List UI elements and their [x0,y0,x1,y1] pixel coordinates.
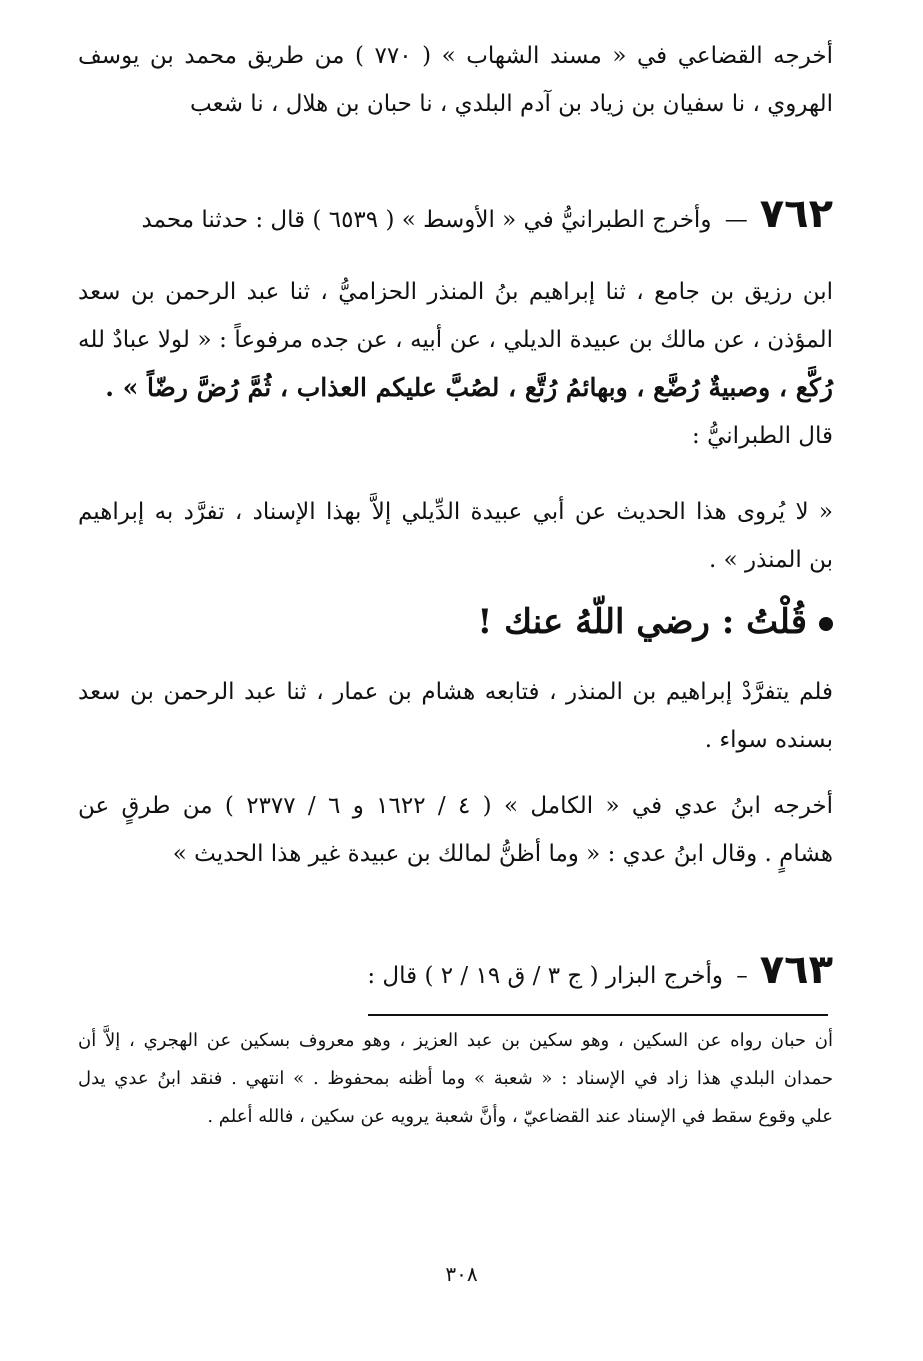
page-number: ٣٠٨ [445,1262,478,1286]
text-line: بسنده سواء . [704,727,833,753]
text-line: بن المنذر » . [708,547,833,573]
hadith-762-body [78,268,833,460]
footnote-divider [368,1014,828,1016]
hadith-matn: رُكَّع ، وصبيةٌ رُضَّع ، وبهائمُ رُتَّع ، لصُبَّ عليكم العذاب ، ثُمَّ رُضَّ رضّاً » . [105,373,833,402]
hadith-heading-line [78,946,833,1000]
opening-paragraph [78,32,833,128]
hadith-762 [78,190,833,244]
hadith-intro: وأخرج الطبرانيُّ في « الأوسط » ( ٦٥٣٩ ) قال : حدثنا محمد [141,207,712,233]
tabarani-label: قال الطبرانيُّ : [692,423,833,449]
text-line: هشامٍ . وقال ابنُ عدي : « وما أظنُّ لمالك بن عبيدة غير هذا الحديث » [172,841,833,867]
text-line: الهروي ، نا سفيان بن زياد بن آدم البلدي ، نا حبان بن هلال ، نا شعب [190,91,833,117]
ibn-adi-paragraph [78,782,833,878]
qult-text: قُلْتُ : رضي اللّهُ عنك ! [477,602,807,642]
footnote [78,1022,833,1136]
dash-separator: – [736,963,748,989]
text-line: أخرجه القضاعي في « مسند الشهاب » ( ٧٧٠ ) من طريق محمد بن يوسف [78,43,833,69]
footnote-line: علي وقوع سقط في الإسناد عند القضاعيّ ، وأنَّ شعبة يرويه عن سكين ، فالله أعلم . [207,1106,833,1127]
comment-paragraph [78,668,833,764]
dash-separator: — [724,207,748,233]
text-line: ابن رزيق بن جامع ، ثنا إبراهيم بنُ المنذر الحزاميُّ ، ثنا عبد الرحمن بن سعد [78,279,833,305]
hadith-heading-line [78,190,833,244]
hadith-intro: وأخرج البزار ( ج ٣ / ق ١٩ / ٢ ) قال : [367,963,723,989]
hadith-number: ٧٦٢ [759,191,833,237]
footnote-line: حمدان البلدي هذا زاد في الإسناد : « شعبة » وما أظنه بمحفوظ . » انتهي . فنقد ابنُ عدي يدل [78,1068,833,1089]
hadith-763 [78,946,833,1000]
bullet-icon [819,617,833,631]
qult-section [78,592,833,652]
text-line: « لا يُروى هذا الحديث عن أبي عبيدة الدِّيلي إلاَّ بهذا الإسناد ، تفرَّد به إبراهيم [78,499,833,525]
hadith-number: ٧٦٣ [759,947,833,993]
footnote-line: أن حبان رواه عن السكين ، وهو سكين بن عبد العزيز ، وهو معروف بسكين عن الهجري ، إلاَّ أن [78,1030,833,1051]
text-line: فلم يتفرَّدْ إبراهيم بن المنذر ، فتابعه هشام بن عمار ، ثنا عبد الرحمن بن سعد [78,679,833,705]
text-line: أخرجه ابنُ عدي في « الكامل » ( ٤ / ١٦٢٢ و ٦ / ٢٣٧٧ ) من طرقٍ عن [78,793,834,819]
text-line: المؤذن ، عن مالك بن عبيدة الديلي ، عن أبيه ، عن جده مرفوعاً : « لولا عبادٌ لله [78,327,833,353]
tabarani-quote [78,488,833,584]
qult-heading [78,592,833,652]
